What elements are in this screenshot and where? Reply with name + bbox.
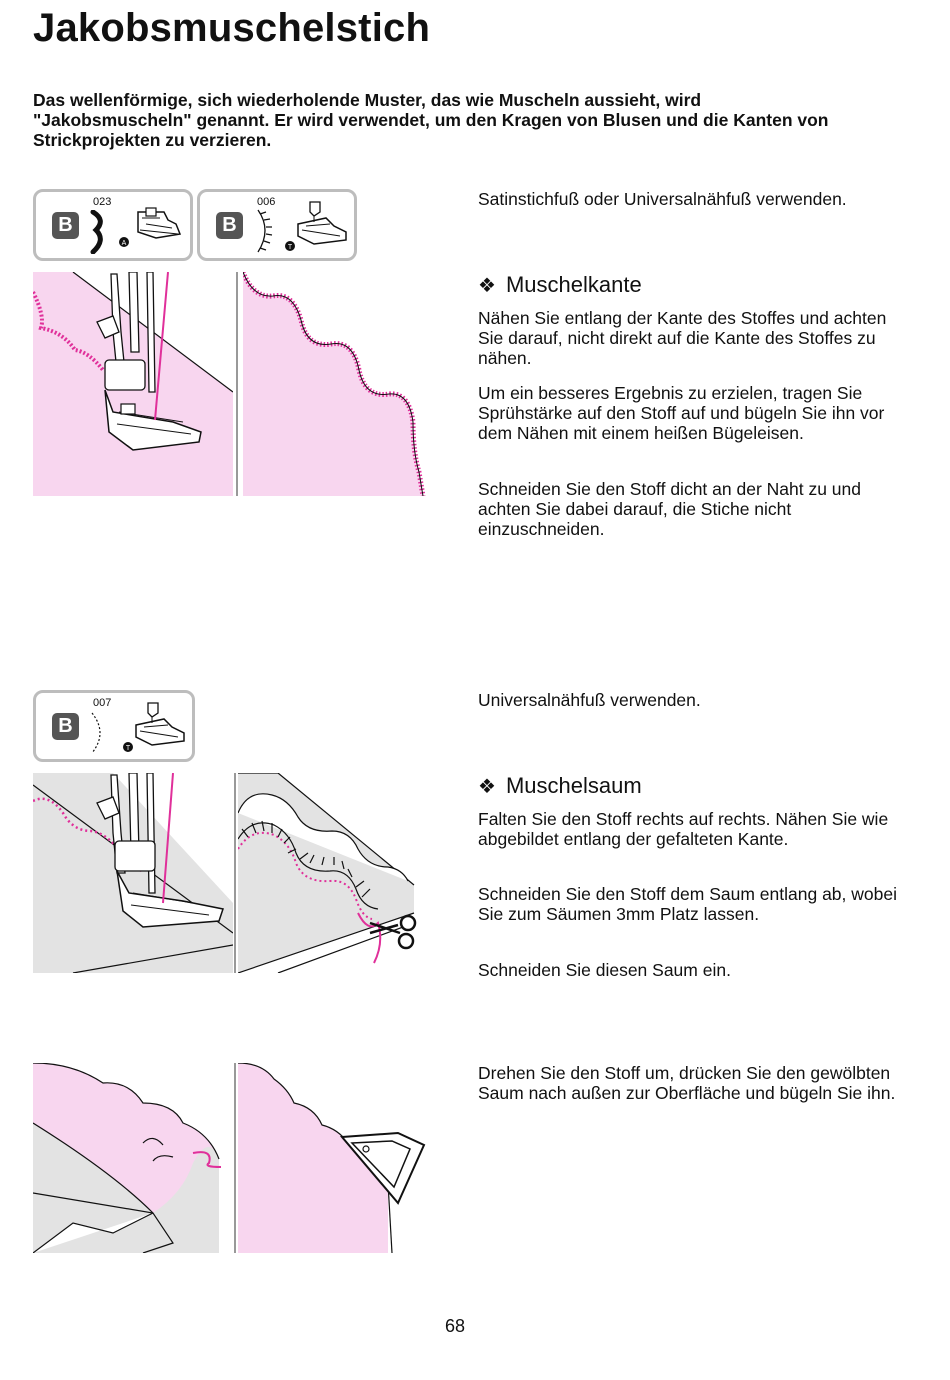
foot-letter-t: T (287, 244, 293, 251)
diamond-bullet-icon: ❖ (478, 274, 496, 297)
illustration-divider (236, 272, 238, 496)
stitch-code: 023 (93, 196, 112, 208)
b-key-icon: B (216, 212, 243, 239)
paragraph: Schneiden Sie den Stoff dem Saum entlang ab, wobei Sie zum Säumen 3mm Platz lassen. (478, 884, 897, 924)
heading-text: Muschelkante (505, 272, 642, 297)
heading-text: Muschelsaum (505, 773, 642, 798)
presser-foot-icon (116, 204, 186, 254)
paragraph: Schneiden Sie diesen Saum ein. (478, 960, 731, 980)
stitch-code: 007 (93, 697, 112, 709)
foot-letter-a: A (121, 240, 127, 247)
foot-note-1: Satinstichfuß oder Universalnähfuß verwenden. (478, 189, 847, 209)
presser-box-006 (197, 189, 357, 261)
foot-note-2: Universalnähfuß verwenden. (478, 690, 701, 710)
paragraph: Schneiden Sie den Stoff dicht an der Naht zu und achten Sie dabei darauf, die Stiche nicht einzuschneiden. (478, 479, 862, 539)
illustration-trimming-hem (238, 773, 428, 973)
presser-foot-icon (116, 701, 188, 755)
zigzag-scallop-icon (256, 208, 276, 254)
illustration-ironing-hem (238, 1063, 428, 1253)
dotted-scallop-icon (90, 711, 110, 755)
stitch-code: 006 (257, 196, 276, 208)
illustration-turning-fabric (33, 1063, 233, 1253)
b-key-icon: B (52, 713, 79, 740)
diamond-bullet-icon: ❖ (478, 775, 496, 798)
satin-scallop-icon (90, 210, 110, 254)
paragraph: Drehen Sie den Stoff um, drücken Sie den gewölbten Saum nach außen zur Oberfläche und bügeln Sie ihn. (478, 1063, 896, 1103)
illustration-finished-scallop-edge (243, 272, 428, 496)
heading-muschelkante (478, 272, 642, 298)
b-key-icon: B (52, 212, 79, 239)
presser-box-023 (33, 189, 193, 261)
presser-box-007 (33, 690, 195, 762)
intro-text: Das wellenförmige, sich wiederholende Muster, das wie Muscheln aussieht, wird "Jakobsmuscheln" genannt. Er wird verwendet, um den Kragen von Blusen und die Kanten von Strickprojekten zu verzieren. (33, 90, 829, 150)
paragraph: Um ein besseres Ergebnis zu erzielen, tragen Sie Sprühstärke auf den Stoff auf und bügeln Sie ihn vor dem Nähen mit einem heißen Bügeleisen. (478, 383, 885, 443)
foot-letter-t: T (125, 745, 131, 752)
illustration-sewing-folded-edge (33, 773, 233, 973)
page-title: Jakobsmuschelstich (33, 6, 431, 50)
presser-foot-icon (280, 200, 352, 254)
illustration-sewing-scallop-edge (33, 272, 233, 496)
paragraph: Falten Sie den Stoff rechts auf rechts. Nähen Sie wie abgebildet entlang der gefalteten Kante. (478, 809, 889, 849)
paragraph: Nähen Sie entlang der Kante des Stoffes und achten Sie darauf, nicht direkt auf die Kante des Stoffes zu nähen. (478, 308, 887, 368)
illustration-divider (234, 1063, 236, 1253)
page-number: 68 (444, 1316, 466, 1336)
heading-muschelsaum (478, 773, 642, 799)
illustration-divider (234, 773, 236, 973)
